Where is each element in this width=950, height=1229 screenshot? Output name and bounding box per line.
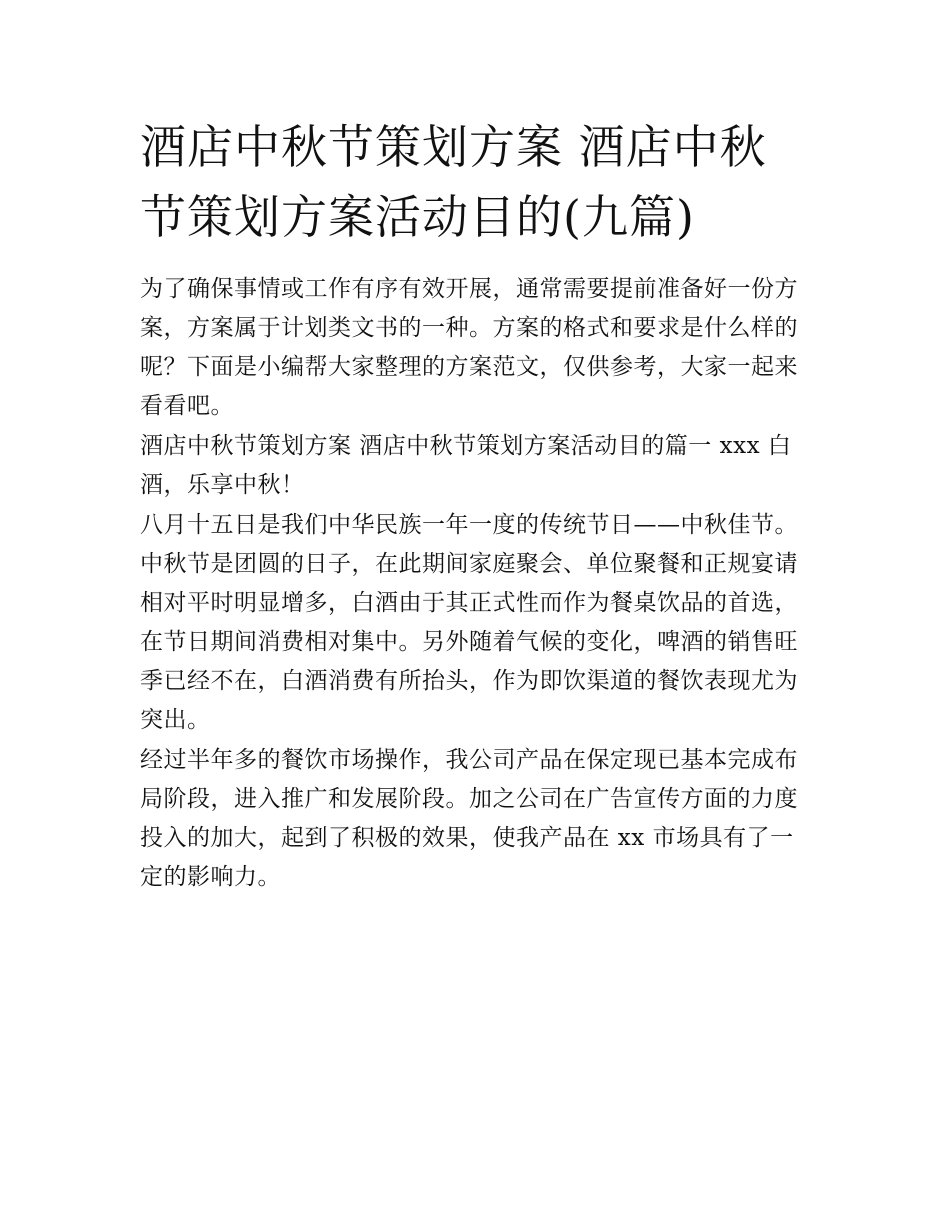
background-paragraph: 八月十五日是我们中华民族一年一度的传统节日——中秋佳节。中秋节是团圆的日子，在此期间家庭聚会、单位聚餐和正规宴请相对平时明显增多，白酒由于其正式性而作为餐桌饮品的首选，在节日期间消费相对集中。另外随着气候的变化，啤酒的销售旺季已经不在，白酒消费有所抬头，作为即饮渠道的餐饮表现尤为突出。 — [140, 512, 798, 733]
section-heading-paragraph: 酒店中秋节策划方案 酒店中秋节策划方案活动目的篇一 xxx 白酒，乐享中秋！ — [140, 433, 792, 498]
intro-paragraph: 为了确保事情或工作有序有效开展，通常需要提前准备好一份方案，方案属于计划类文书的一种。方案的格式和要求是什么样的呢？下面是小编帮大家整理的方案范文，仅供参考，大家一起来看看吧。 — [140, 276, 798, 419]
document-body — [140, 112, 812, 897]
market-paragraph: 经过半年多的餐饮市场操作，我公司产品在保定现已基本完成布局阶段，进入推广和发展阶段。加之公司在广告宣传方面的力度投入的加大，起到了积极的效果，使我产品在 xx 市场具有了一定的影响力。 — [140, 747, 798, 890]
document-title: 酒店中秋节策划方案 酒店中秋节策划方案活动目的(九篇) — [140, 120, 767, 244]
